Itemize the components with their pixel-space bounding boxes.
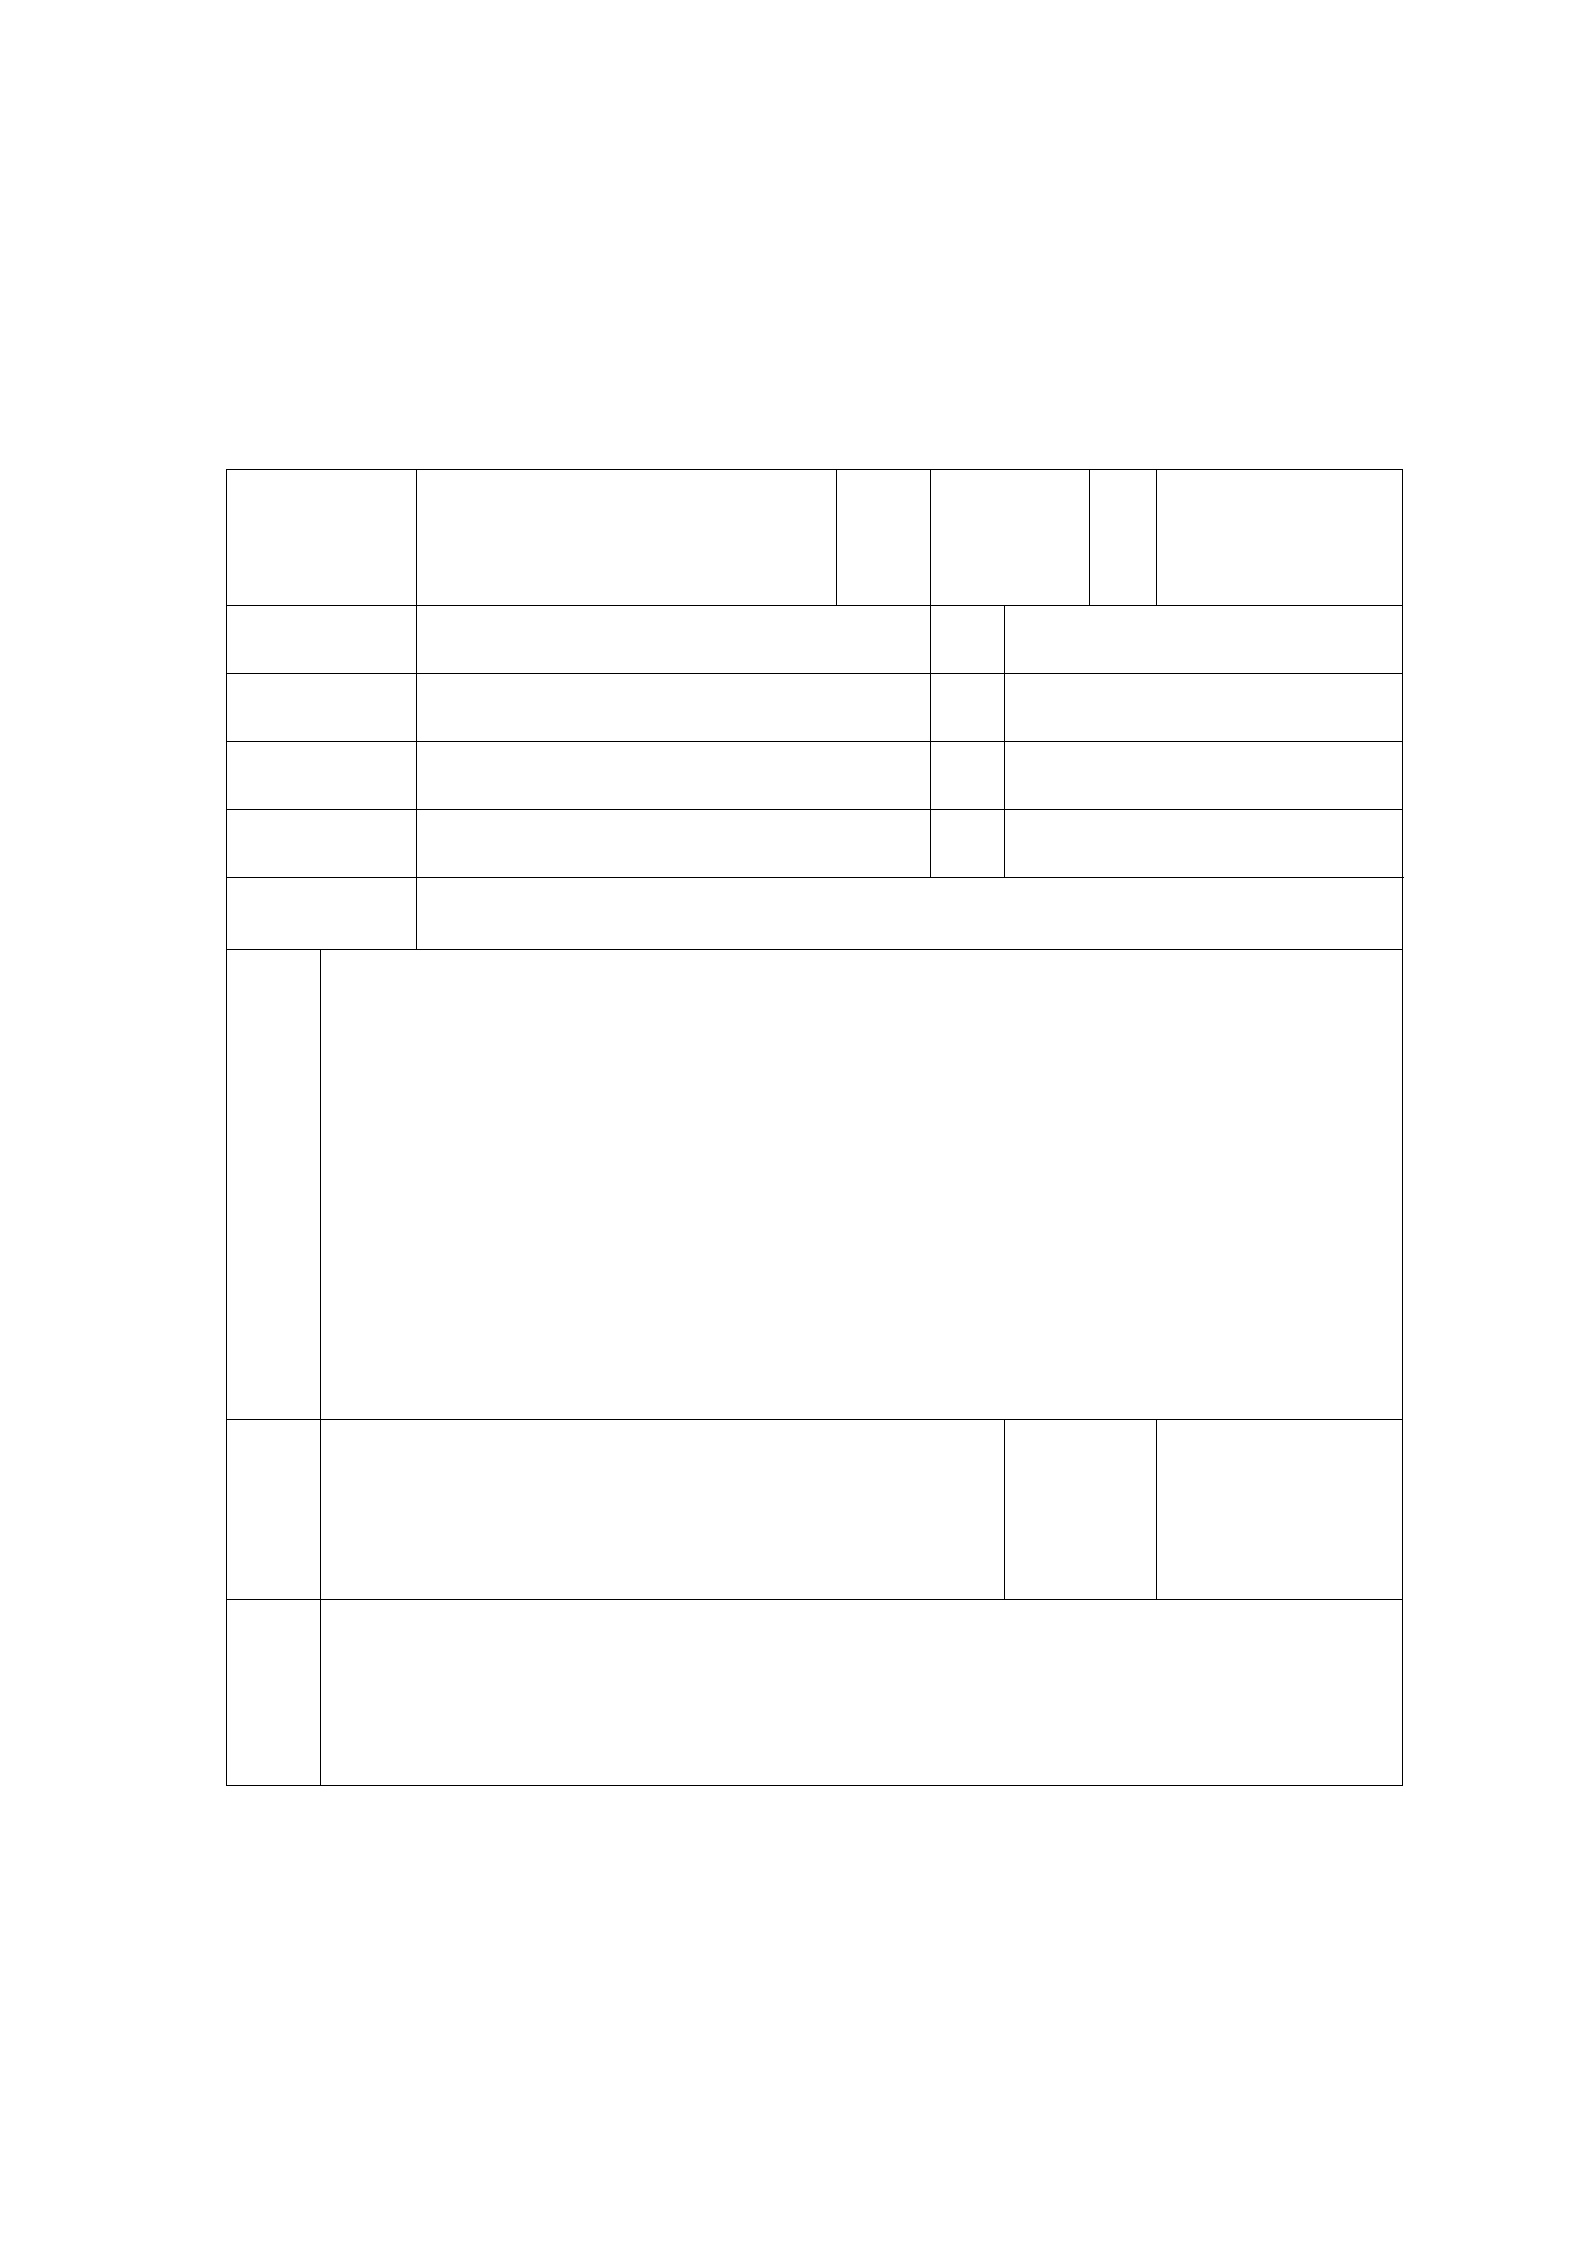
submission-notice [240, 315, 1361, 423]
row-phone [227, 810, 1403, 878]
name-label [227, 470, 417, 606]
review-label [227, 1600, 321, 1786]
ethnicity-label [1090, 470, 1157, 606]
finance-review-field[interactable] [1157, 1420, 1403, 1600]
gender-label [837, 470, 931, 606]
id-number-field[interactable] [417, 606, 931, 674]
resume-field[interactable] [321, 950, 1403, 1420]
row-review [227, 1600, 1403, 1786]
employer-field[interactable] [417, 742, 931, 810]
employer-label [227, 742, 417, 810]
id-number-label [227, 606, 417, 674]
phone-label [227, 810, 417, 878]
row-school [227, 674, 1403, 742]
address-label [227, 878, 417, 950]
payment-details [321, 1420, 1005, 1600]
address-field[interactable] [417, 878, 1403, 950]
major-label [931, 674, 1005, 742]
qualification-field[interactable] [1005, 742, 1403, 810]
row-id-number [227, 606, 1403, 674]
row-address [227, 878, 1403, 950]
row-payment [227, 1420, 1403, 1600]
major-field[interactable] [1005, 674, 1403, 742]
phone-field[interactable] [417, 810, 931, 878]
finance-review-label [1005, 1420, 1157, 1600]
school-field[interactable] [417, 674, 931, 742]
row-name [227, 470, 1403, 606]
email-field[interactable] [1005, 810, 1403, 878]
issuer-note [771, 1802, 1361, 1842]
payment-label [227, 1420, 321, 1600]
review-field[interactable] [321, 1600, 1403, 1786]
qualification-label [931, 742, 1005, 810]
education-label [931, 606, 1005, 674]
gender-field[interactable] [931, 470, 1090, 606]
form-title [226, 205, 1361, 265]
school-label [227, 674, 417, 742]
registration-table [226, 469, 1403, 1786]
resume-footer [321, 1413, 1402, 1419]
row-resume [227, 950, 1403, 1420]
ethnicity-field[interactable] [1157, 470, 1403, 606]
education-field[interactable] [1005, 606, 1403, 674]
name-field[interactable] [417, 470, 837, 606]
row-employer [227, 742, 1403, 810]
email-label [931, 810, 1005, 878]
resume-label [227, 950, 321, 1420]
